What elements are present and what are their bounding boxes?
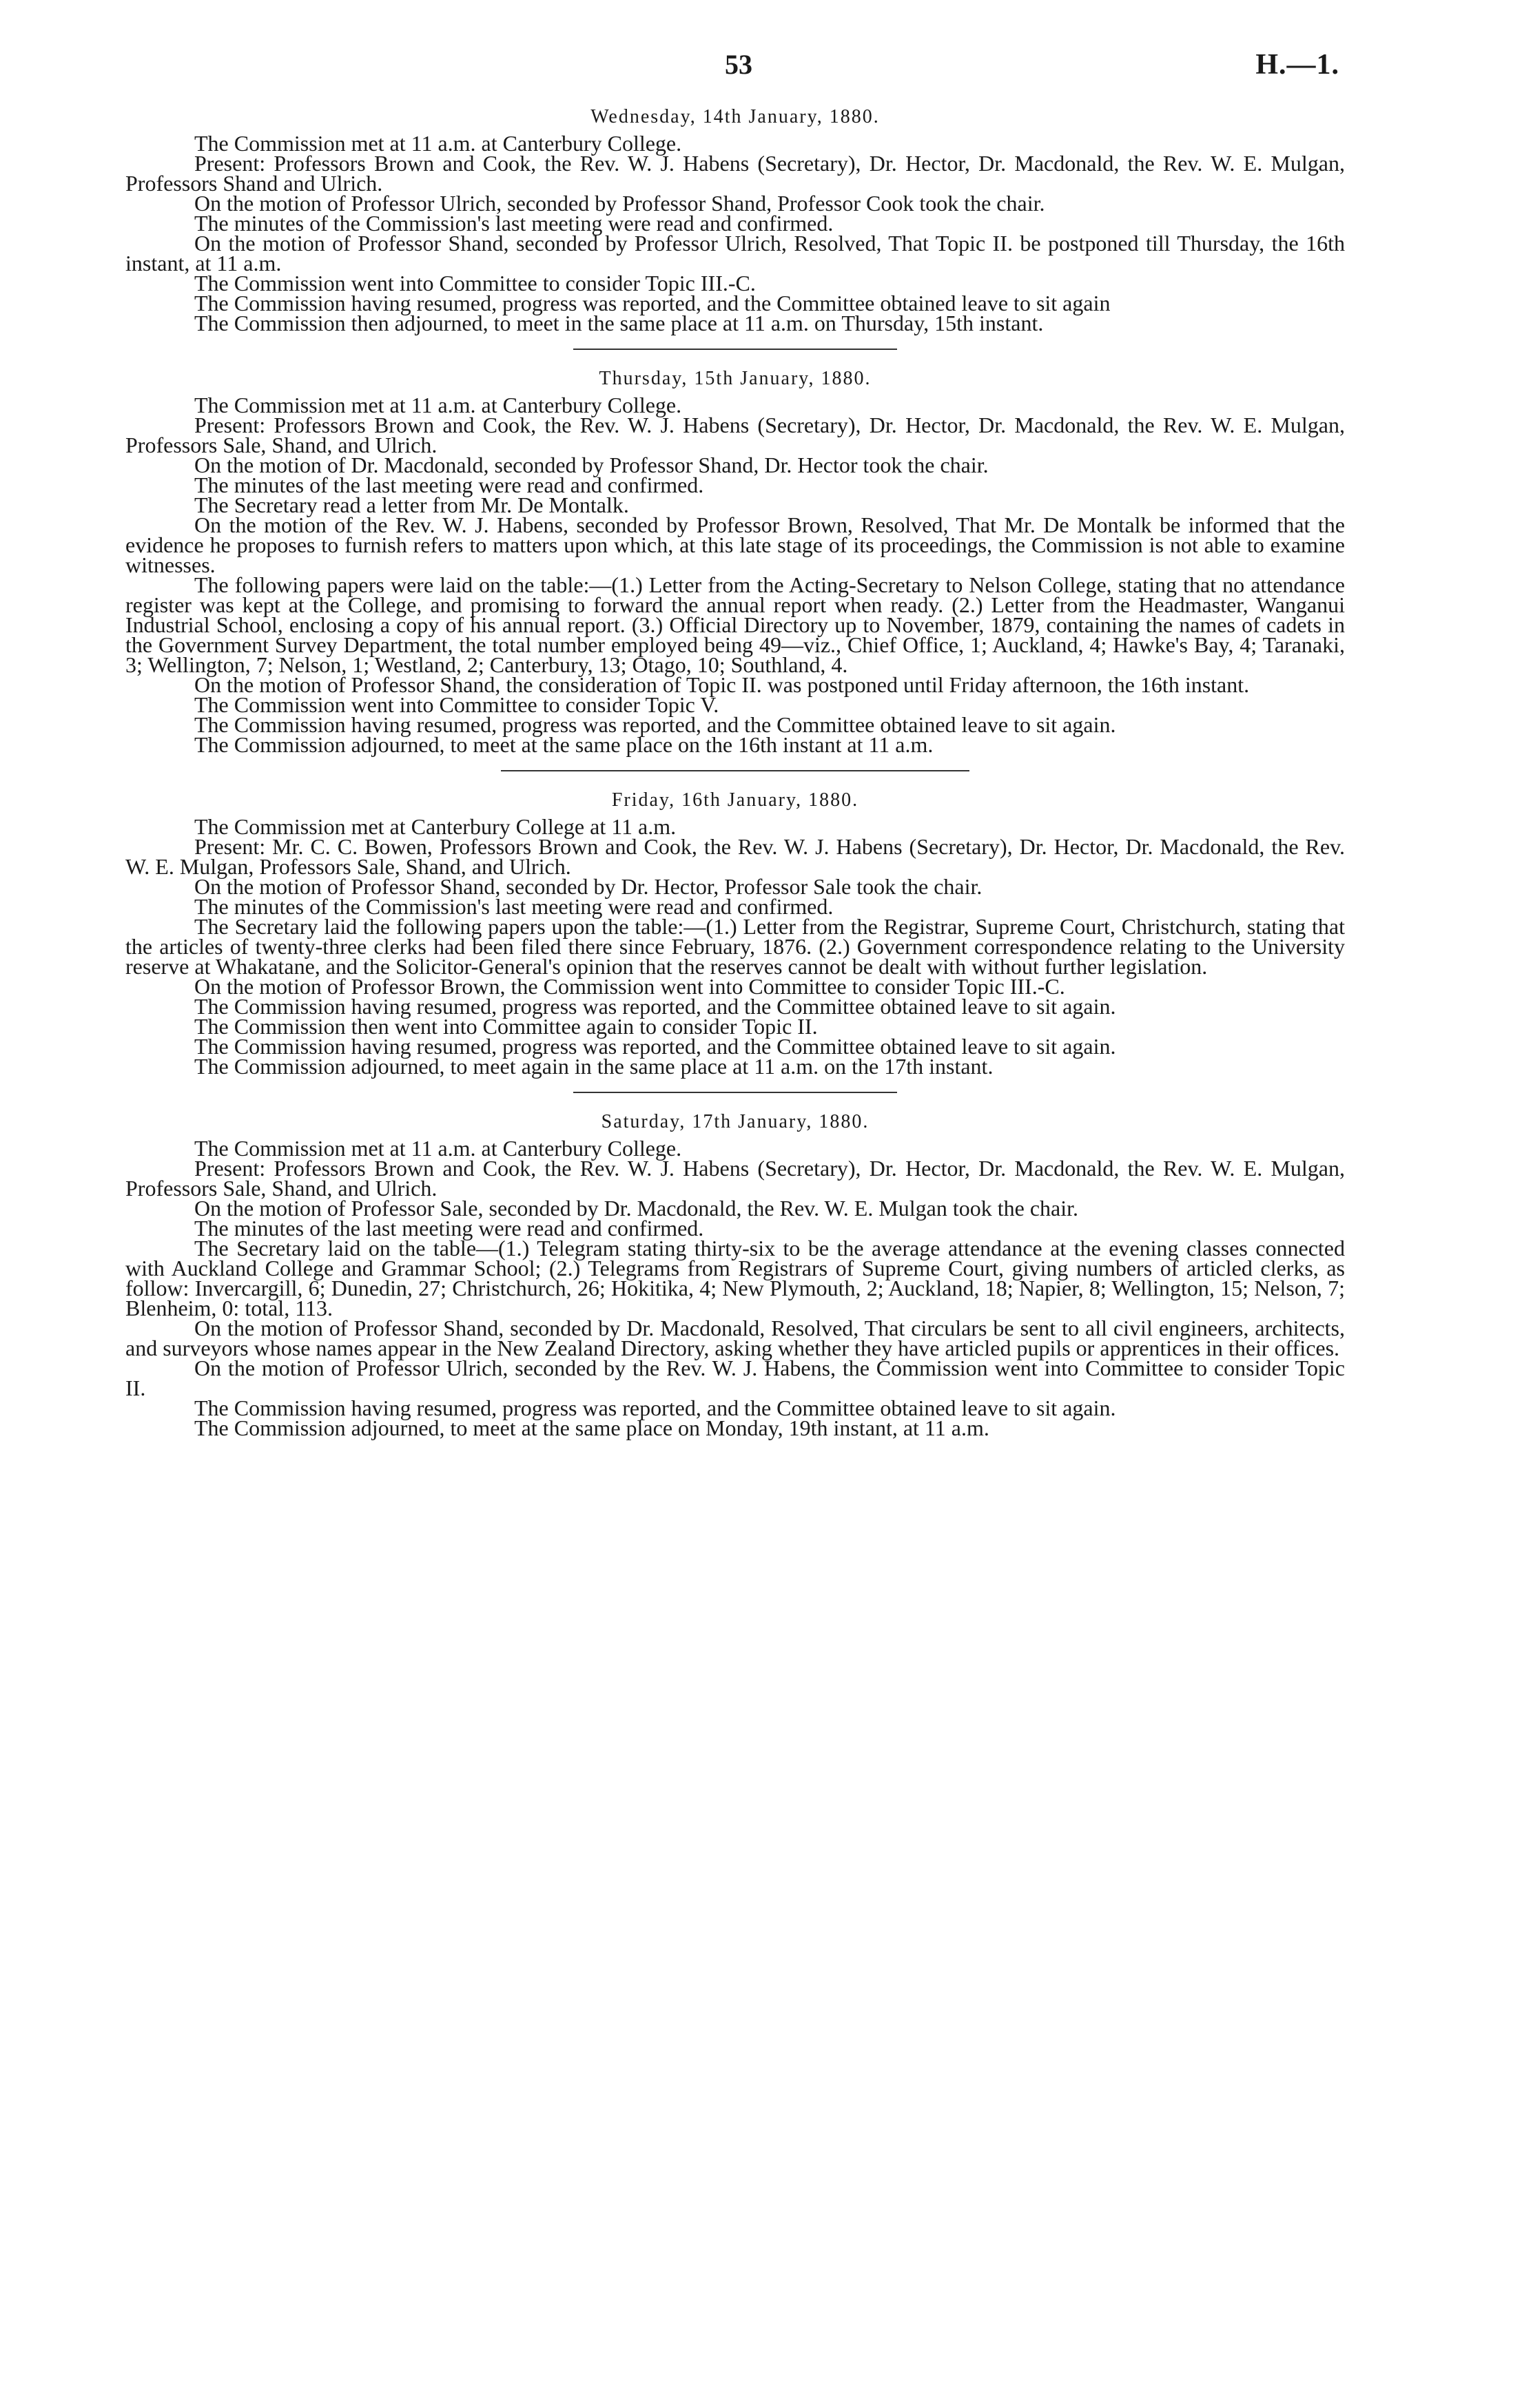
paragraph: The Commission then went into Committee again to consider Topic II. <box>194 1014 818 1039</box>
day-heading: Saturday, 17th January, 1880. <box>601 1111 870 1132</box>
paragraph: On the motion of Professor Shand, seconded by Professor Ulrich, Resolved, That Topic II. be postponed till Thursday, the 16th instant, at 11 a.m. <box>125 231 1345 276</box>
paragraph: The Secretary laid on the table—(1.) Telegram stating thirty-six to be the average attendance at the evening classes connected with Auckland College and Grammar School; (2.) Telegrams from Registrars of Supreme Court, giving numbers of articled clerks, as follow: Invercargill, 6; Dunedin, 27; Christchurch, 26; Hokitika, 4; New Plymouth, 2; Auckland, 18; Napier, 8; Wellington, 15; Nelson, 7; Blenheim, 0: total, 113. <box>125 1236 1345 1320</box>
paragraph: On the motion of the Rev. W. J. Habens, seconded by Professor Brown, Resolved, That Mr. De Montalk be informed that the evidence he proposes to furnish refers to matters upon which, at this late stage of its proceedings, the Commission is not able to examine witnesses. <box>125 512 1345 577</box>
page-number: 53 <box>725 49 752 80</box>
paragraph: On the motion of Professor Shand, the consideration of Topic II. was postponed until Friday afternoon, the 16th instant. <box>194 672 1250 697</box>
meeting-section-wednesday <box>125 103 1345 333</box>
paragraph: On the motion of Professor Shand, seconded by Dr. Macdonald, Resolved, That circulars be sent to all civil engineers, architects, and surveyors whose names appear in the New Zealand Directory, asking whether they have articled pupils or apprentices in their offices. <box>125 1316 1345 1360</box>
meeting-section-thursday <box>125 365 1345 755</box>
paragraph: The Commission having resumed, progress was reported, and the Committee obtained leave to sit again. <box>194 712 1116 737</box>
paragraph: The Commission adjourned, to meet at the same place on the 16th instant at 11 a.m. <box>194 732 934 757</box>
day-heading: Thursday, 15th January, 1880. <box>599 368 872 389</box>
paragraph: Present: Professors Brown and Cook, the Rev. W. J. Habens (Secretary), Dr. Hector, Dr. Macdonald, the Rev. W. E. Mulgan, Professors Shand and Ulrich. <box>125 151 1345 196</box>
paragraph: The minutes of the last meeting were read and confirmed. <box>194 473 704 497</box>
paragraph: On the motion of Professor Shand, seconded by Dr. Hector, Professor Sale took the chair. <box>194 874 983 899</box>
paragraph: The Commission went into Committee to consider Topic V. <box>194 692 719 717</box>
paragraph: On the motion of Professor Sale, seconded by Dr. Macdonald, the Rev. W. E. Mulgan took the chair. <box>194 1196 1079 1221</box>
paragraph: On the motion of Professor Ulrich, seconded by the Rev. W. J. Habens, the Commission went into Committee to consider Topic II. <box>125 1356 1345 1400</box>
paragraph: The Commission met at 11 a.m. at Canterbury College. <box>194 1136 682 1161</box>
section-divider <box>501 770 969 771</box>
paragraph: The Commission met at Canterbury College at 11 a.m. <box>194 814 677 839</box>
paragraph: The minutes of the Commission's last meeting were read and confirmed. <box>194 894 834 919</box>
page-header <box>125 41 1345 96</box>
paragraph: Present: Professors Brown and Cook, the Rev. W. J. Habens (Secretary), Dr. Hector, Dr. Macdonald, the Rev. W. E. Mulgan, Professors Sale, Shand, and Ulrich. <box>125 1156 1345 1201</box>
paragraph: The Commission having resumed, progress was reported, and the Committee obtained leave to sit again. <box>194 1034 1116 1059</box>
paragraph: The Commission met at 11 a.m. at Canterbury College. <box>194 131 682 156</box>
paragraph: The Commission adjourned, to meet again in the same place at 11 a.m. on the 17th instant. <box>194 1054 994 1079</box>
paragraph: On the motion of Dr. Macdonald, seconded by Professor Shand, Dr. Hector took the chair. <box>194 453 989 477</box>
paragraph: Present: Mr. C. C. Bowen, Professors Brown and Cook, the Rev. W. J. Habens (Secretary), Dr. Hector, Dr. Macdonald, the Rev. W. E. Mulgan, Professors Sale, Shand, and Ulrich. <box>125 834 1345 879</box>
paragraph: The Secretary read a letter from Mr. De Montalk. <box>194 492 629 517</box>
paragraph: The Secretary laid the following papers upon the table:—(1.) Letter from the Registrar, Supreme Court, Christchurch, stating that the articles of twenty-three clerks had been filed there since February, 1876. (2.) Government correspondence relating to the University reserve at Whakatane, and the Solicitor-General's opinion that the reserves cannot be dealt with without further legislation. <box>125 914 1345 979</box>
day-heading: Friday, 16th January, 1880. <box>611 789 859 811</box>
paragraph: The Commission met at 11 a.m. at Canterbury College. <box>194 393 682 417</box>
section-divider <box>573 1092 897 1093</box>
meeting-section-saturday <box>125 1108 1345 1438</box>
paragraph: The minutes of the Commission's last meeting were read and confirmed. <box>194 211 834 236</box>
paragraph: The Commission having resumed, progress was reported, and the Committee obtained leave to sit again <box>194 291 1111 315</box>
paragraph: The Commission went into Committee to consider Topic III.-C. <box>194 271 756 295</box>
document-page <box>125 41 1345 1438</box>
paragraph: Present: Professors Brown and Cook, the Rev. W. J. Habens (Secretary), Dr. Hector, Dr. Macdonald, the Rev. W. E. Mulgan, Professors Sale, Shand, and Ulrich. <box>125 413 1345 457</box>
paragraph: On the motion of Professor Brown, the Commission went into Committee to consider Topic III.-C. <box>194 974 1065 999</box>
document-reference: H.—1. <box>1255 49 1339 81</box>
paragraph: The Commission having resumed, progress was reported, and the Committee obtained leave to sit again. <box>194 1395 1116 1420</box>
paragraph: The minutes of the last meeting were read and confirmed. <box>194 1216 704 1241</box>
paragraph: The Commission adjourned, to meet at the same place on Monday, 19th instant, at 11 a.m. <box>194 1415 989 1440</box>
paragraph: On the motion of Professor Ulrich, seconded by Professor Shand, Professor Cook took the chair. <box>194 191 1045 216</box>
section-divider <box>573 349 897 350</box>
meeting-section-friday <box>125 787 1345 1077</box>
paragraph: The Commission having resumed, progress was reported, and the Committee obtained leave to sit again. <box>194 994 1116 1019</box>
day-heading: Wednesday, 14th January, 1880. <box>590 106 880 127</box>
paragraph: The following papers were laid on the table:—(1.) Letter from the Acting-Secretary to Nelson College, stating that no attendance register was kept at the College, and promising to forward the annual report when ready. (2.) Letter from the Headmaster, Wanganui Industrial School, enclosing a copy of his annual report. (3.) Official Directory up to November, 1879, containing the names of cadets in the Government Survey Department, the total number employed being 49—viz., Chief Office, 1; Auckland, 4; Hawke's Bay, 4; Taranaki, 3; Wellington, 7; Nelson, 1; Westland, 2; Canterbury, 13; Otago, 10; Southland, 4. <box>125 572 1345 677</box>
paragraph: The Commission then adjourned, to meet in the same place at 11 a.m. on Thursday, 15th instant. <box>194 311 1044 335</box>
